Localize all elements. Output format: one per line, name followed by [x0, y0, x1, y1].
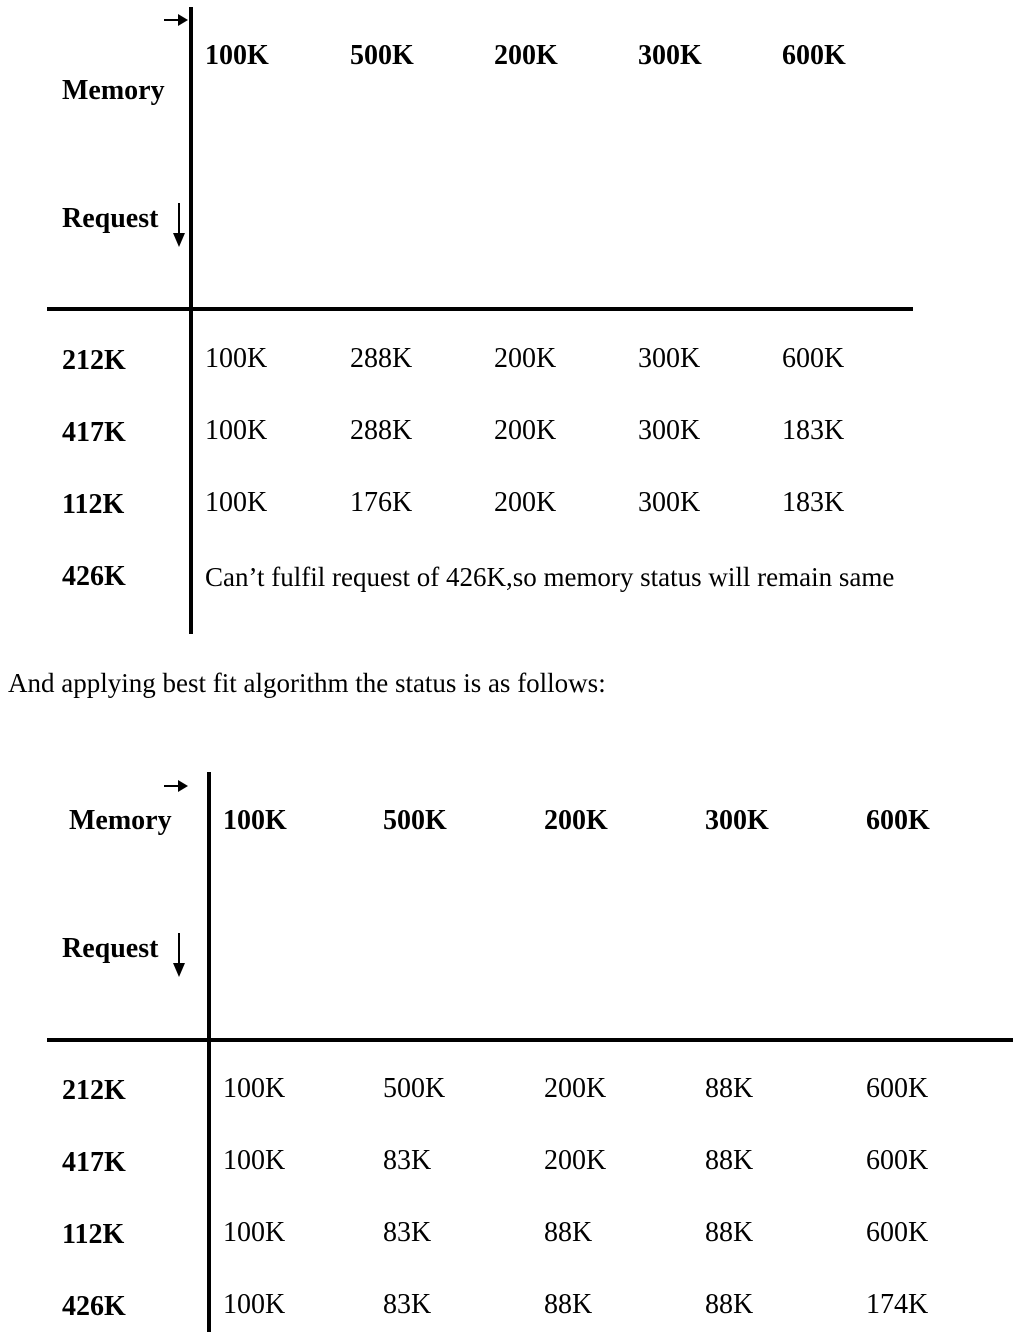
- table-cell: 83K: [383, 1145, 432, 1176]
- right-arrow-icon: [162, 778, 192, 794]
- column-header: 100K: [205, 40, 269, 71]
- table-vertical-rule: [189, 7, 193, 634]
- table-cell: 600K: [782, 343, 845, 374]
- column-header: 200K: [544, 805, 608, 836]
- table-cell: 300K: [638, 343, 701, 374]
- table-vertical-rule: [207, 772, 211, 1332]
- request-axis-label: Request: [62, 203, 159, 234]
- table-cell: 600K: [866, 1145, 929, 1176]
- table-cell: 100K: [223, 1217, 286, 1248]
- table-cell: 288K: [350, 415, 413, 446]
- table-cell: 83K: [383, 1289, 432, 1320]
- column-header: 300K: [705, 805, 769, 836]
- best-fit-intro-text: And applying best fit algorithm the status is as follows:: [8, 668, 606, 698]
- table-horizontal-rule: [47, 307, 913, 311]
- table-cell: 174K: [866, 1289, 929, 1320]
- table-cell: 200K: [544, 1145, 607, 1176]
- table-cell: 100K: [223, 1289, 286, 1320]
- right-arrow-icon: [162, 12, 192, 28]
- column-header: 500K: [383, 805, 447, 836]
- table-cell: 300K: [638, 415, 701, 446]
- table-cell: 183K: [782, 487, 845, 518]
- table-cell: 600K: [866, 1073, 929, 1104]
- down-arrow-icon: [171, 201, 187, 249]
- table-cell: 100K: [205, 415, 268, 446]
- column-header: 600K: [866, 805, 930, 836]
- table-cell: 88K: [705, 1289, 754, 1320]
- table-cell: 88K: [705, 1217, 754, 1248]
- table-cell: 88K: [705, 1073, 754, 1104]
- table-cell: 200K: [494, 487, 557, 518]
- request-label: 212K: [62, 1075, 126, 1106]
- column-header: 600K: [782, 40, 846, 71]
- table-cell: 288K: [350, 343, 413, 374]
- request-label: 212K: [62, 345, 126, 376]
- table-cell: 100K: [223, 1145, 286, 1176]
- request-label: 112K: [62, 1219, 125, 1250]
- table-cell: 88K: [705, 1145, 754, 1176]
- table-cell: 100K: [223, 1073, 286, 1104]
- table-cell: 100K: [205, 343, 268, 374]
- request-label: 417K: [62, 417, 126, 448]
- table-cell: 200K: [544, 1073, 607, 1104]
- table-cell: 200K: [494, 415, 557, 446]
- request-label: 426K: [62, 1291, 126, 1322]
- table-cell: 300K: [638, 487, 701, 518]
- memory-axis-label: Memory: [62, 75, 165, 106]
- unfulfilled-request-note: Can’t fulfil request of 426K,so memory status will remain same: [205, 562, 895, 592]
- column-header: 100K: [223, 805, 287, 836]
- table-cell: 176K: [350, 487, 413, 518]
- table-cell: 83K: [383, 1217, 432, 1248]
- request-axis-label: Request: [62, 933, 159, 964]
- column-header: 300K: [638, 40, 702, 71]
- column-header: 200K: [494, 40, 558, 71]
- table-cell: 500K: [383, 1073, 446, 1104]
- table-cell: 200K: [494, 343, 557, 374]
- table-horizontal-rule: [47, 1038, 1013, 1042]
- request-label: 417K: [62, 1147, 126, 1178]
- request-label: 112K: [62, 489, 125, 520]
- request-label: 426K: [62, 561, 126, 592]
- memory-axis-label: Memory: [69, 805, 172, 836]
- column-header: 500K: [350, 40, 414, 71]
- table-cell: 600K: [866, 1217, 929, 1248]
- table-cell: 183K: [782, 415, 845, 446]
- down-arrow-icon: [171, 931, 187, 979]
- table-cell: 100K: [205, 487, 268, 518]
- table-cell: 88K: [544, 1289, 593, 1320]
- table-cell: 88K: [544, 1217, 593, 1248]
